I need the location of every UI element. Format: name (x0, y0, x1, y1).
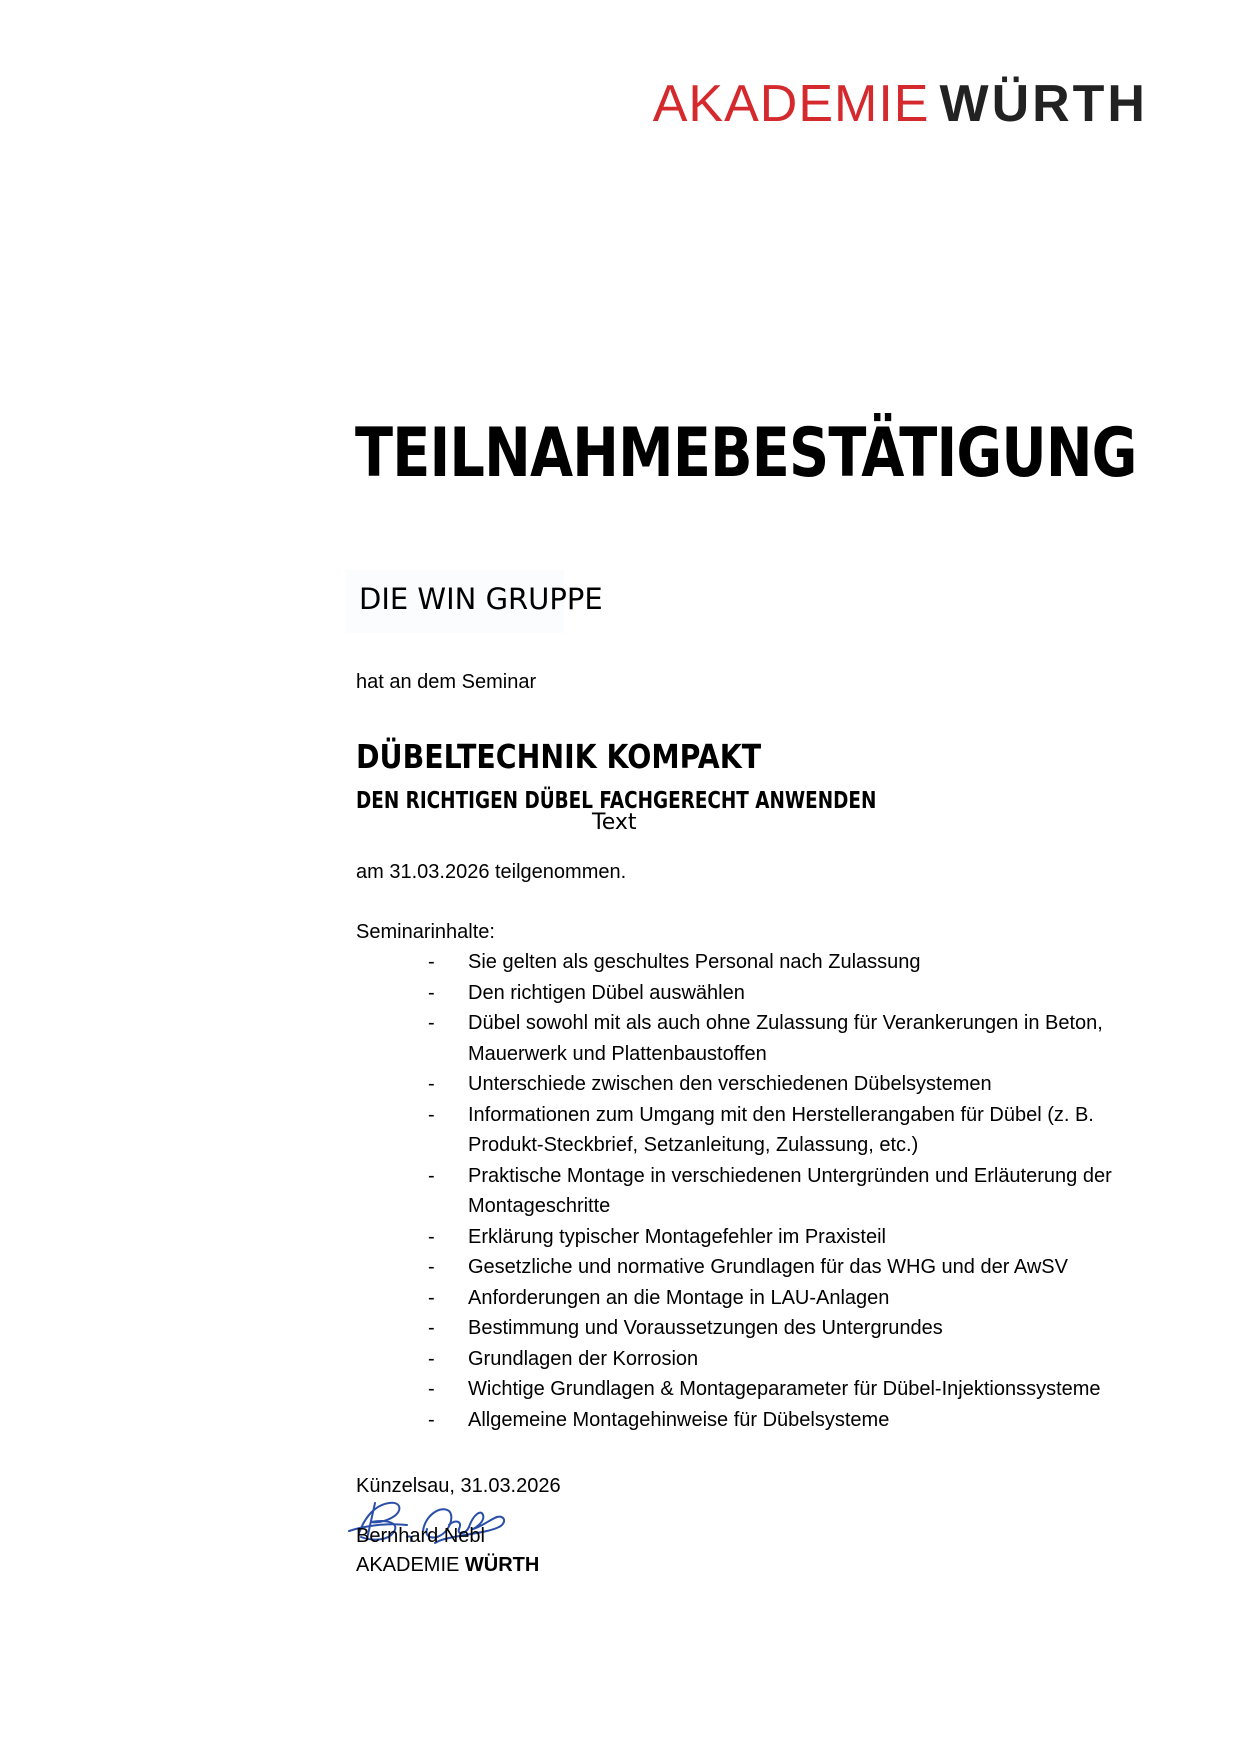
list-item (428, 1069, 1168, 1100)
list-item (428, 1313, 1168, 1344)
list-item (428, 1344, 1168, 1375)
attendance-text: am 31.03.2026 teilgenommen. (356, 861, 627, 883)
list-item (428, 1283, 1168, 1314)
participant-name: DIE WIN GRUPPE (359, 582, 603, 616)
list-dash: - (428, 1225, 435, 1248)
list-item (428, 978, 1168, 1009)
organization-name (356, 1554, 539, 1577)
list-item-text: Informationen zum Umgang mit den Herstellerangaben für Dübel (z. B. Produkt-Steckbrief, Setzanleitung, Zulassung, etc.) (468, 1103, 1094, 1156)
list-dash: - (428, 1012, 435, 1034)
list-dash: - (428, 1347, 435, 1370)
list-dash: - (428, 1408, 435, 1431)
list-item-text: Praktische Montage in verschiedenen Untergründen und Erläuterung der Montageschritte (468, 1164, 1112, 1217)
list-dash: - (428, 1286, 435, 1309)
list-item-text: Dübel sowohl mit als auch ohne Zulassung für Verankerungen in Beton, Mauerwerk und Plattenbaustoffen (468, 1012, 1103, 1065)
logo-wuerth-text: WÜRTH (939, 75, 1148, 133)
form-field-text-overlay: Text (592, 810, 637, 835)
document-title: TEILNAHMEBESTÄTIGUNG (355, 414, 1137, 493)
list-item (428, 1008, 1168, 1069)
seminar-title: DÜBELTECHNIK KOMPAKT (356, 737, 762, 776)
list-dash: - (428, 981, 435, 1004)
list-item-text: Gesetzliche und normative Grundlagen für das WHG und der AwSV (468, 1256, 1068, 1278)
list-item (428, 1100, 1168, 1161)
list-item-text: Allgemeine Montagehinweise für Dübelsysteme (468, 1408, 890, 1431)
intro-text: hat an dem Seminar (356, 671, 537, 693)
list-item-text: Wichtige Grundlagen & Montageparameter für Dübel-Injektionssysteme (468, 1378, 1101, 1400)
contents-label: Seminarinhalte: (356, 921, 495, 943)
list-dash: - (428, 1103, 435, 1126)
list-dash: - (428, 1073, 435, 1095)
organization-part2: WÜRTH (464, 1554, 540, 1576)
list-item (428, 947, 1168, 978)
list-dash: - (428, 1164, 435, 1187)
list-item-text: Erklärung typischer Montagefehler im Praxisteil (468, 1225, 886, 1248)
list-item (428, 1161, 1168, 1222)
list-item-text: Bestimmung und Voraussetzungen des Untergrundes (468, 1317, 943, 1339)
list-item-text: Sie gelten als geschultes Personal nach Zulassung (468, 951, 921, 973)
place-date: Künzelsau, 31.03.2026 (356, 1475, 561, 1497)
seminar-contents-list (428, 947, 1168, 1435)
list-item-text: Den richtigen Dübel auswählen (468, 981, 745, 1004)
list-dash: - (428, 951, 435, 973)
list-item-text: Grundlagen der Korrosion (468, 1347, 699, 1370)
logo-akademie-text: AKADEMIE (652, 75, 930, 133)
list-dash: - (428, 1378, 435, 1400)
organization-part1: AKADEMIE (356, 1554, 460, 1576)
seminar-subtitle: DEN RICHTIGEN DÜBEL FACHGERECHT ANWENDEN (356, 788, 877, 814)
list-dash: - (428, 1317, 435, 1339)
list-item (428, 1252, 1168, 1283)
akademie-wuerth-logo (652, 75, 1148, 133)
list-item (428, 1374, 1168, 1405)
list-item (428, 1222, 1168, 1253)
list-item-text: Anforderungen an die Montage in LAU-Anlagen (468, 1286, 890, 1309)
list-dash: - (428, 1256, 435, 1278)
list-item (428, 1405, 1168, 1436)
signer-name: Bernhard Nebl (356, 1525, 485, 1547)
list-item-text: Unterschiede zwischen den verschiedenen Dübelsystemen (468, 1073, 992, 1095)
